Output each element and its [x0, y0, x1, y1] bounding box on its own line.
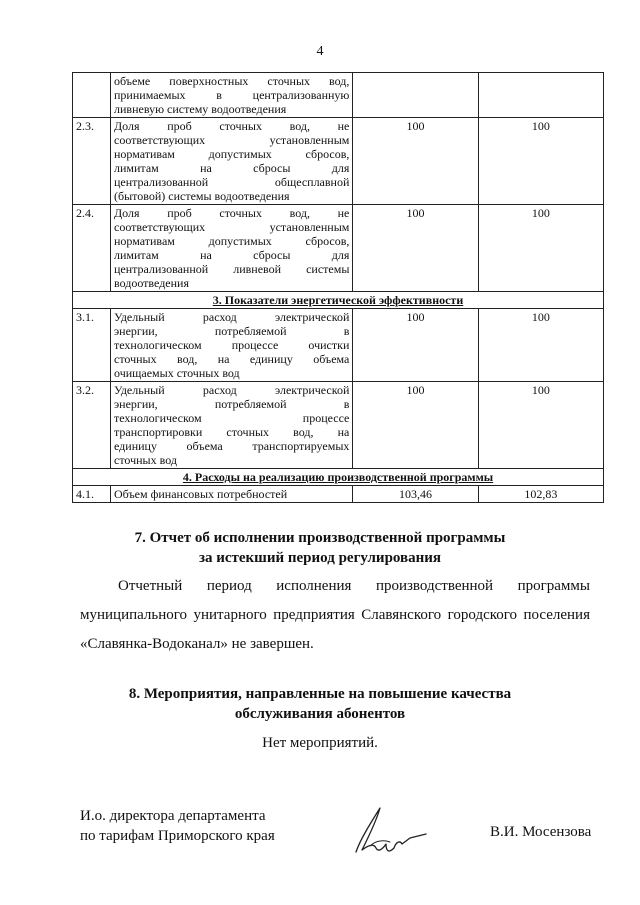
description-line: очищаемых сточных вод [114, 366, 240, 380]
row-description [111, 309, 353, 382]
description-line: Доля проб сточных вод, не [114, 119, 350, 133]
table-section-row [73, 469, 604, 486]
description-line: ливневую систему водоотведения [114, 102, 287, 116]
section-8-heading [0, 684, 640, 724]
value-column-2: 100 [478, 118, 603, 205]
row-description [111, 118, 353, 205]
value-column-1: 100 [353, 309, 478, 382]
description-line: нормативам допустимых сбросов, [114, 147, 350, 161]
value-column-1 [353, 73, 478, 118]
description-line: сточных вод, на единицу объема [114, 352, 350, 366]
description-line: принимаемых в централизованную [114, 88, 350, 102]
table-row [73, 309, 604, 382]
description-line: технологическом процессе [114, 411, 350, 425]
section-8-text: Нет мероприятий. [262, 735, 378, 751]
value-column-1: 100 [353, 382, 478, 469]
row-description [111, 382, 353, 469]
row-description [111, 205, 353, 292]
description-line: единицу объема транспортируемых [114, 439, 350, 453]
signatory-position-line2: по тарифам Приморского края [80, 828, 275, 844]
description-line: энергии, потребляемой в [114, 397, 350, 411]
description-line: централизованной ливневой системы [114, 262, 350, 276]
section-8-heading-line1: 8. Мероприятия, направленные на повышение качества [128, 686, 512, 702]
description-line: технологическом процессе очистки [114, 338, 350, 352]
signatory-position-line1: И.о. директора департамента [80, 808, 266, 824]
page-number: 4 [316, 44, 324, 59]
section-title: 3. Показатели энергетической эффективности [73, 292, 604, 309]
row-description [111, 73, 353, 118]
description-line: водоотведения [114, 276, 189, 290]
row-number: 2.3. [73, 118, 111, 205]
description-line: соответствующих установленным [114, 133, 350, 147]
row-description [111, 486, 353, 503]
table-row [73, 73, 604, 118]
table-row [73, 382, 604, 469]
description-line: соответствующих установленным [114, 220, 350, 234]
description-line: Объем финансовых потребностей [114, 487, 288, 501]
description-line: объеме поверхностных сточных вод, [114, 74, 350, 88]
value-column-1: 100 [353, 205, 478, 292]
section-7-heading [0, 528, 640, 568]
value-column-1: 103,46 [353, 486, 478, 503]
value-column-2: 100 [478, 382, 603, 469]
section-7-heading-line2: за истекший период регулирования [198, 550, 442, 566]
row-number: 3.2. [73, 382, 111, 469]
description-line: (бытовой) системы водоотведения [114, 189, 290, 203]
row-number [73, 73, 111, 118]
value-column-2: 100 [478, 309, 603, 382]
description-line: Удельный расход электрической [114, 310, 350, 324]
description-line: транспортировки сточных вод, на [114, 425, 350, 439]
description-line: энергии, потребляемой в [114, 324, 350, 338]
value-column-2: 102,83 [478, 486, 603, 503]
table-row [73, 118, 604, 205]
value-column-1: 100 [353, 118, 478, 205]
description-line: централизованной общесплавной [114, 175, 350, 189]
table-section-row [73, 292, 604, 309]
description-line: лимитам на сбросы для [114, 161, 350, 175]
section-7-heading-line1: 7. Отчет об исполнении производственной программы [134, 530, 506, 546]
section-8-heading-line2: обслуживания абонентов [234, 706, 406, 722]
section-7-paragraph-text: Отчетный период исполнения производственной программы муниципального унитарного предприятия Славянского городского поселения «Славянка-Водоканал» не завершен. [80, 578, 590, 652]
description-line: Удельный расход электрической [114, 383, 350, 397]
description-line: сточных вод [114, 453, 177, 467]
handwritten-signature [340, 800, 430, 875]
signatory-position [80, 806, 275, 846]
signatory-name: В.И. Мосензова [490, 824, 592, 840]
value-column-2 [478, 73, 603, 118]
table-row [73, 205, 604, 292]
table-row [73, 486, 604, 503]
row-number: 2.4. [73, 205, 111, 292]
description-line: лимитам на сбросы для [114, 248, 350, 262]
section-7-paragraph [80, 572, 590, 659]
value-column-2: 100 [478, 205, 603, 292]
description-line: Доля проб сточных вод, не [114, 206, 350, 220]
row-number: 3.1. [73, 309, 111, 382]
description-line: нормативам допустимых сбросов, [114, 234, 350, 248]
section-title: 4. Расходы на реализацию производственной программы [73, 469, 604, 486]
row-number: 4.1. [73, 486, 111, 503]
indicators-table [72, 72, 604, 503]
